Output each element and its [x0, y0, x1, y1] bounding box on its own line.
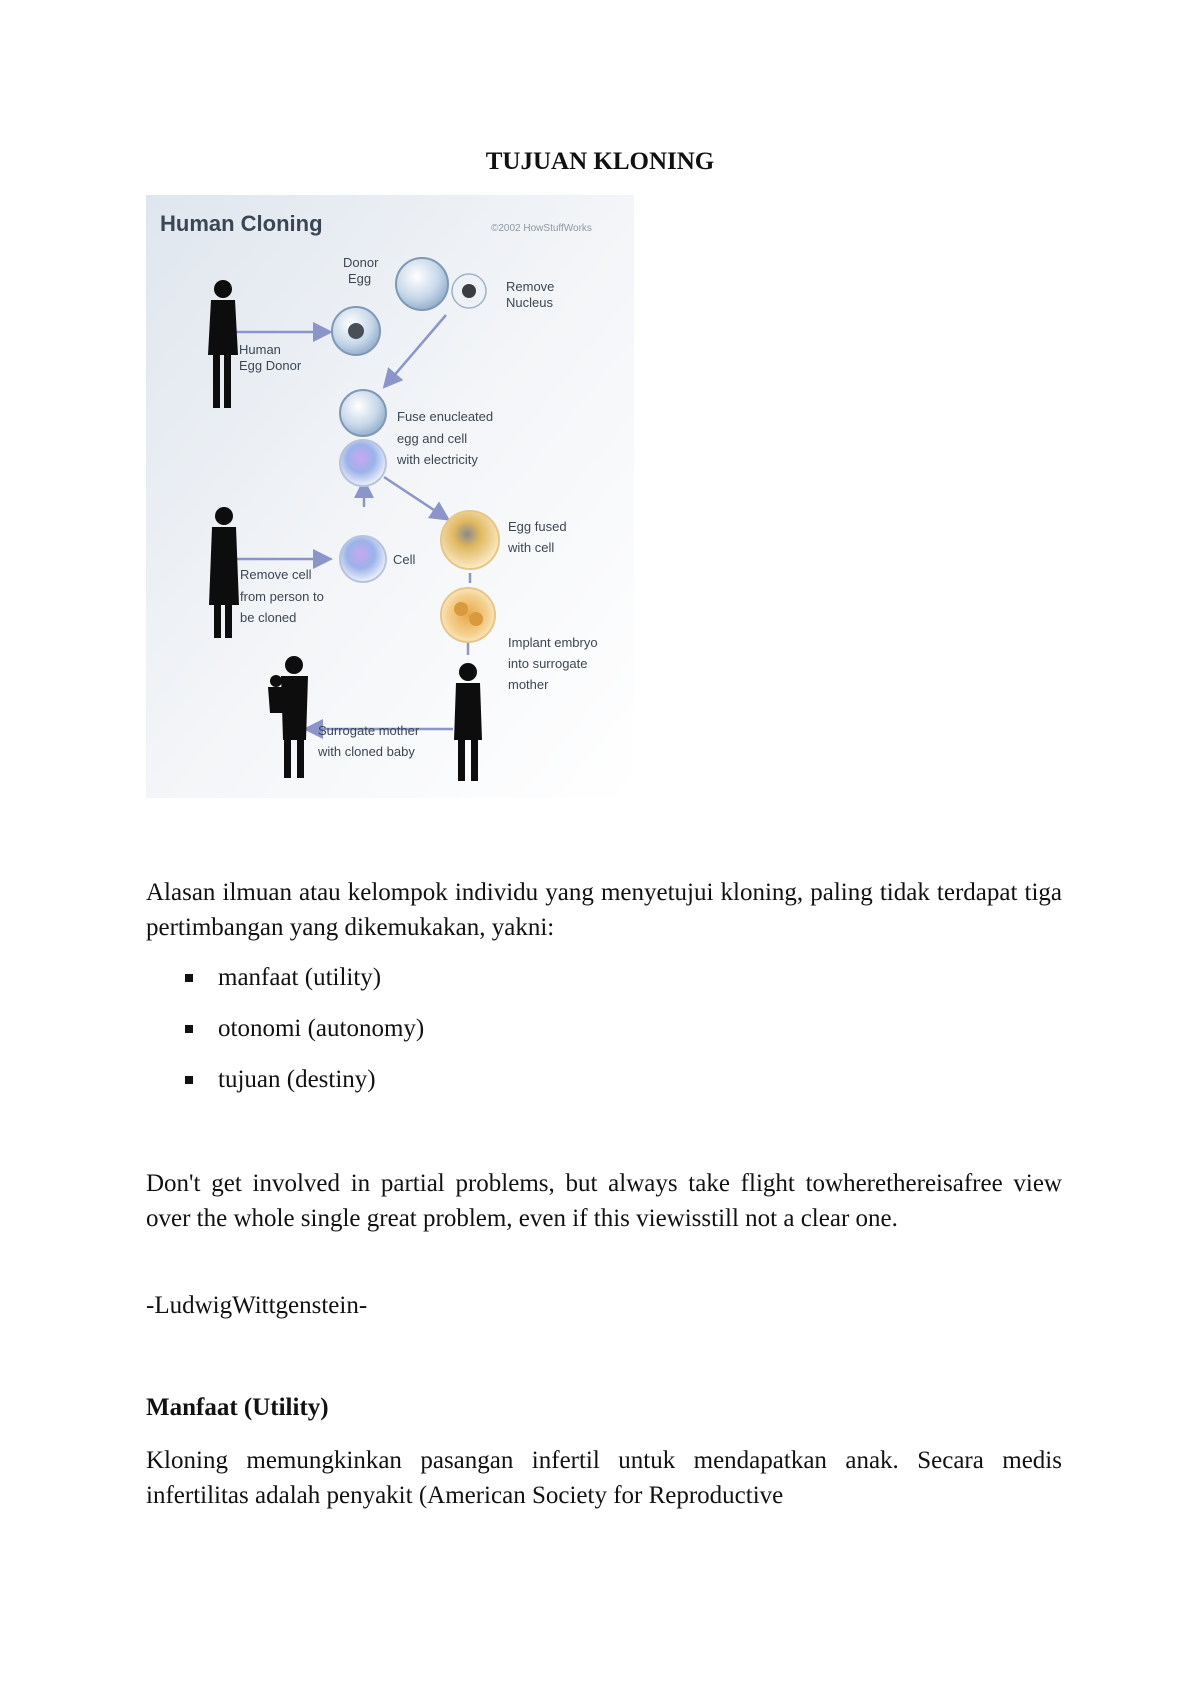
list-item-label: tujuan (destiny)	[218, 1066, 376, 1093]
label-egg-donor: Egg Donor	[239, 358, 302, 373]
list-item	[185, 1011, 785, 1062]
label-surrogate-2: with cloned baby	[318, 744, 415, 759]
diagram-heading: Human Cloning	[160, 211, 323, 236]
egg-nucleus-icon	[348, 323, 364, 339]
quote-paragraph: Don't get involved in partial problems, but always take flight towherethereisafree view over the whole single great problem, even if this viewisstill not a clear one.	[146, 1170, 1062, 1232]
embryo-cell-icon	[454, 602, 468, 616]
label-fuse-2: egg and cell	[397, 431, 468, 446]
label-cell: Cell	[393, 552, 416, 567]
label-fuse-1: Fuse enucleated	[397, 409, 494, 424]
label-surrogate-1: Surrogate mother	[318, 723, 420, 738]
bullet-square-icon	[185, 1025, 193, 1033]
egg-large-icon	[396, 258, 448, 310]
label-remove-cell-3: be cloned	[240, 610, 297, 625]
embryo-icon	[441, 588, 495, 642]
label-fuse-3: with electricity	[397, 452, 478, 467]
quote-author: -LudwigWittgenstein-	[146, 1292, 368, 1319]
label-egg: Egg	[348, 271, 372, 286]
label-remove: Remove	[506, 279, 555, 294]
label-implant-1: Implant embryo	[508, 635, 598, 650]
label-remove-cell-1: Remove cell	[240, 567, 312, 582]
list-item	[185, 1062, 785, 1113]
embryo-cell-icon	[469, 612, 483, 626]
consideration-list	[185, 960, 785, 1113]
intro-paragraph: Alasan ilmuan atau kelompok individu yang menyetujui kloning, paling tidak terdapat tiga pertimbangan yang dikemukakan, yakni:	[146, 879, 1062, 941]
list-item-label: otonomi (autonomy)	[218, 1015, 425, 1042]
label-nucleus: Nucleus	[506, 295, 553, 310]
diagram-credit: ©2002 HowStuffWorks	[491, 223, 592, 234]
page-title: TUJUAN KLONING	[485, 148, 715, 175]
section-heading: Manfaat (Utility)	[146, 1394, 329, 1421]
section-paragraph: Kloning memungkinkan pasangan infertil untuk mendapatkan anak. Secara medis infertilitas adalah penyakit (American Society for Reproductive	[146, 1447, 1062, 1509]
label-donor: Donor	[343, 255, 379, 270]
bullet-square-icon	[185, 1076, 193, 1084]
body-cell-icon	[340, 536, 386, 582]
label-egg-fused: Egg fused	[508, 519, 567, 534]
fusing-cell-icon	[340, 440, 386, 486]
human-cloning-diagram	[146, 195, 634, 798]
enucleated-egg-icon	[340, 390, 386, 436]
label-with-cell: with cell	[508, 540, 555, 555]
list-item-label: manfaat (utility)	[218, 964, 382, 991]
list-item	[185, 960, 785, 1011]
bullet-square-icon	[185, 974, 193, 982]
label-implant-3: mother	[508, 677, 549, 692]
label-human: Human	[239, 342, 281, 357]
label-implant-2: into surrogate	[508, 656, 588, 671]
label-remove-cell-2: from person to	[240, 589, 324, 604]
removed-nucleus-icon	[462, 284, 476, 298]
fused-egg-icon	[441, 511, 499, 569]
